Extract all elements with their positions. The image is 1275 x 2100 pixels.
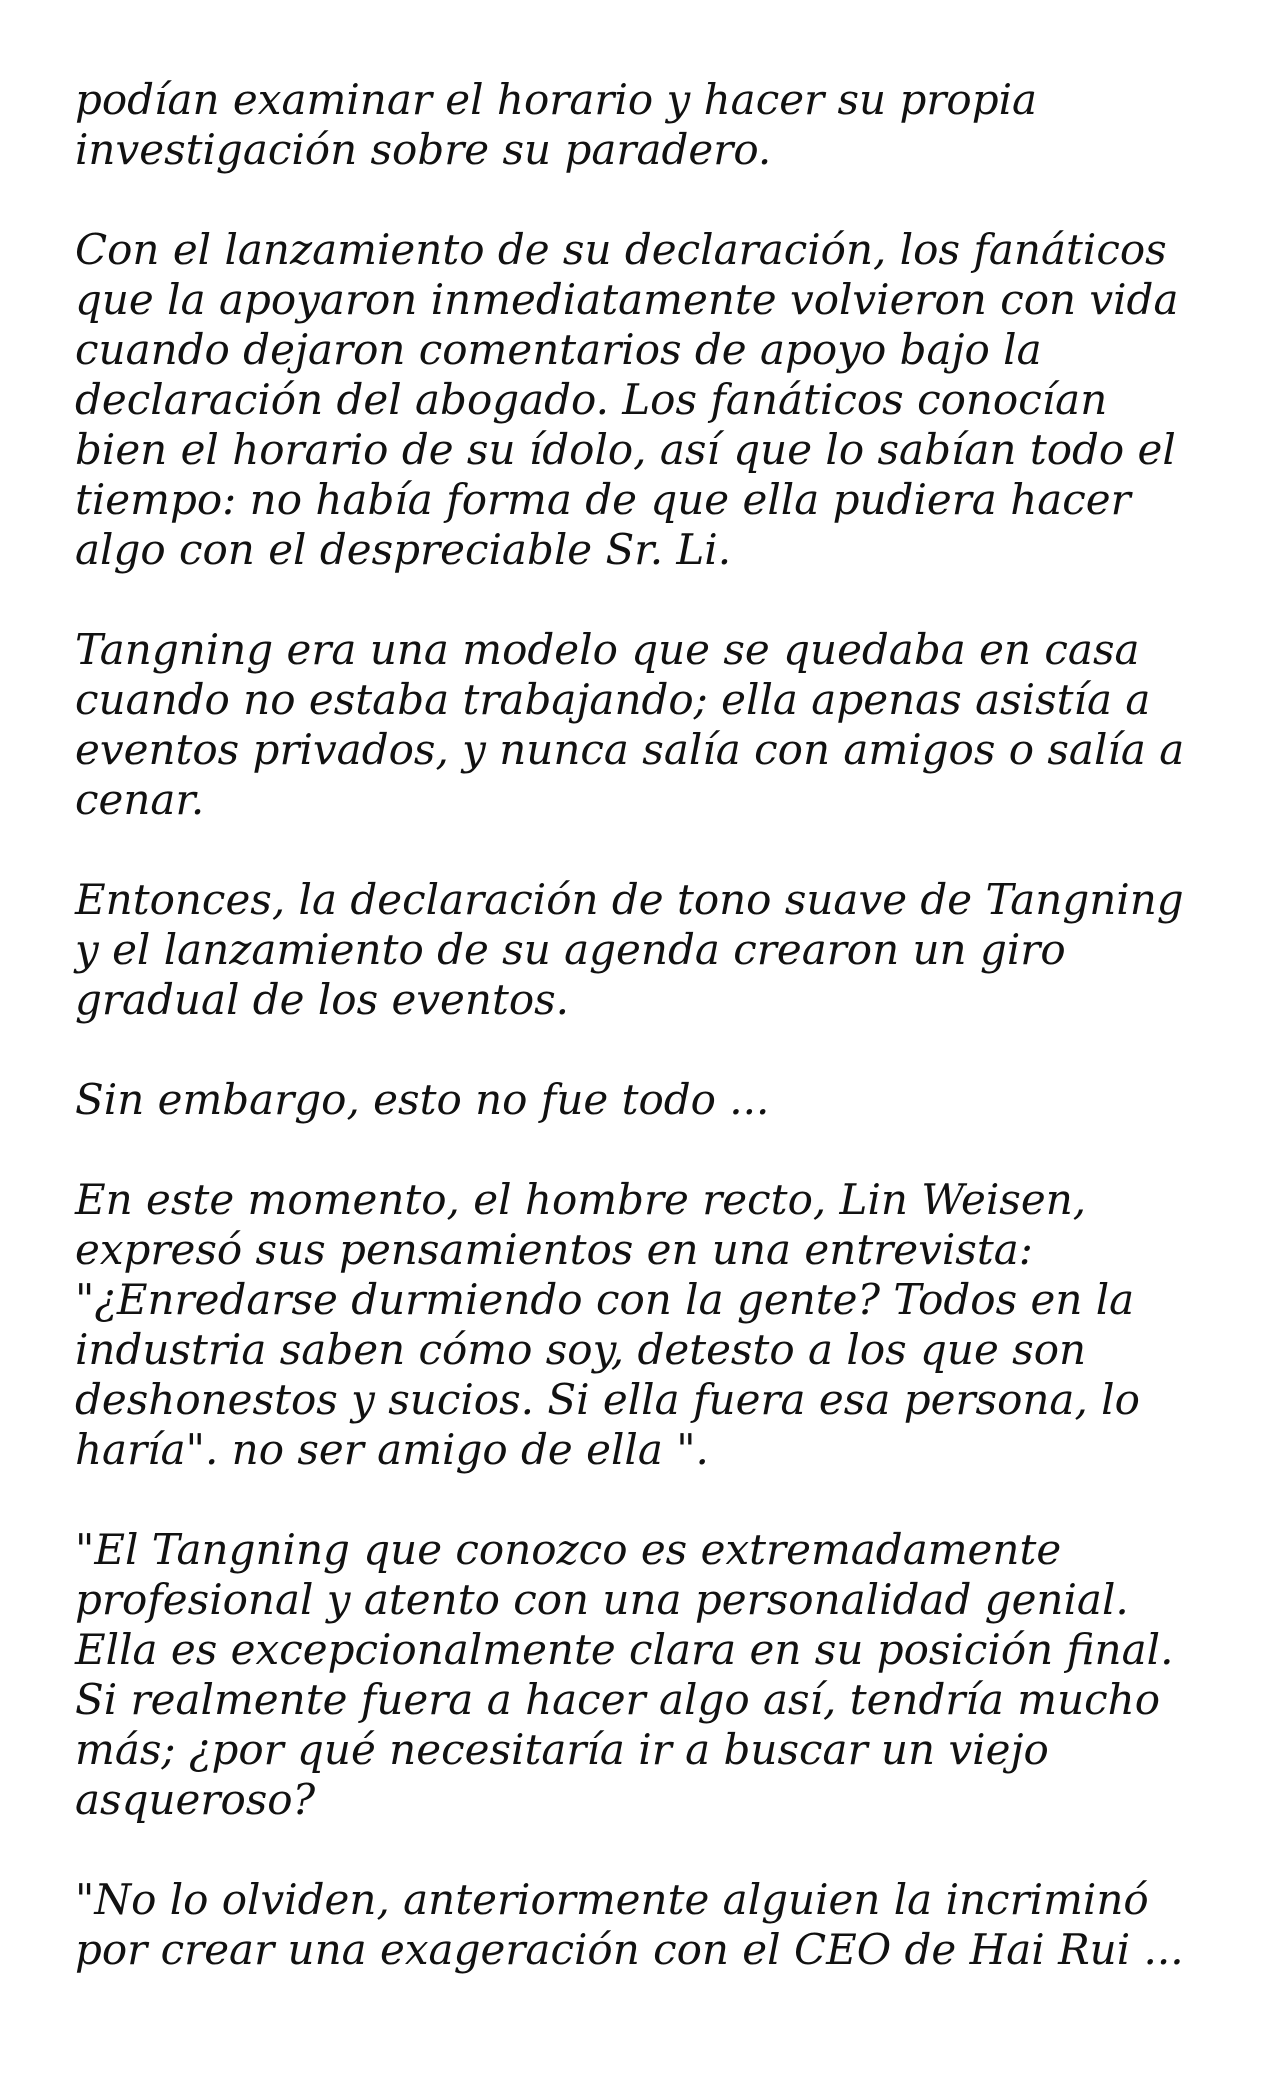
text-line: "¿Enredarse durmiendo con la gente? Todos en la xyxy=(75,1275,1135,1324)
text-line: que la apoyaron inmediatamente volvieron con vida xyxy=(75,275,1179,324)
text-line: industria saben cómo soy, detesto a los que son xyxy=(75,1325,1087,1374)
text-line: por crear una exageración con el CEO de Hai Rui ... xyxy=(75,1925,1184,1974)
text-line: y el lanzamiento de su agenda crearon un giro xyxy=(75,925,1066,974)
text-line: bien el horario de su ídolo, así que lo sabían todo el xyxy=(75,425,1176,474)
text-line: cuando no estaba trabajando; ella apenas asistía a xyxy=(75,675,1151,724)
text-line: eventos privados, y nunca salía con amigos o salía a xyxy=(75,725,1185,774)
text-line: Con el lanzamiento de su declaración, los fanáticos xyxy=(75,225,1167,274)
text-line: Tangning era una modelo que se quedaba en casa xyxy=(75,625,1140,674)
paragraph xyxy=(75,1175,1215,1475)
text-line: "El Tangning que conozco es extremadamente xyxy=(75,1525,1062,1574)
paragraph xyxy=(75,225,1215,575)
text-line: gradual de los eventos. xyxy=(75,975,570,1024)
paragraph xyxy=(75,75,1215,175)
text-line: asqueroso? xyxy=(75,1775,316,1824)
paragraph xyxy=(75,625,1215,825)
text-line: haría". no ser amigo de ella ". xyxy=(75,1425,709,1474)
paragraph xyxy=(75,875,1215,1025)
text-line: profesional y atento con una personalidad genial. xyxy=(75,1575,1129,1624)
text-line: investigación sobre su paradero. xyxy=(75,125,772,174)
paragraph xyxy=(75,1075,1215,1125)
text-line: podían examinar el horario y hacer su propia xyxy=(75,75,1038,124)
text-line: cuando dejaron comentarios de apoyo bajo la xyxy=(75,325,1042,374)
text-line: declaración del abogado. Los fanáticos conocían xyxy=(75,375,1108,424)
text-line: Ella es excepcionalmente clara en su posición final. xyxy=(75,1625,1174,1674)
text-line: cenar. xyxy=(75,775,205,824)
document-body xyxy=(75,75,1215,2025)
text-line: "No lo olviden, anteriormente alguien la incriminó xyxy=(75,1875,1149,1924)
text-line: más; ¿por qué necesitaría ir a buscar un viejo xyxy=(75,1725,1049,1774)
text-line: expresó sus pensamientos en una entrevista: xyxy=(75,1225,1033,1274)
text-line: Sin embargo, esto no fue todo ... xyxy=(75,1075,770,1124)
text-line: Si realmente fuera a hacer algo así, tendría mucho xyxy=(75,1675,1161,1724)
text-line: deshonestos y sucios. Si ella fuera esa persona, lo xyxy=(75,1375,1140,1424)
paragraph xyxy=(75,1525,1215,1825)
text-line: En este momento, el hombre recto, Lin Weisen, xyxy=(75,1175,1087,1224)
text-line: tiempo: no había forma de que ella pudiera hacer xyxy=(75,475,1131,524)
text-line: Entonces, la declaración de tono suave de Tangning xyxy=(75,875,1184,924)
paragraph xyxy=(75,1875,1215,1975)
text-line: algo con el despreciable Sr. Li. xyxy=(75,525,732,574)
